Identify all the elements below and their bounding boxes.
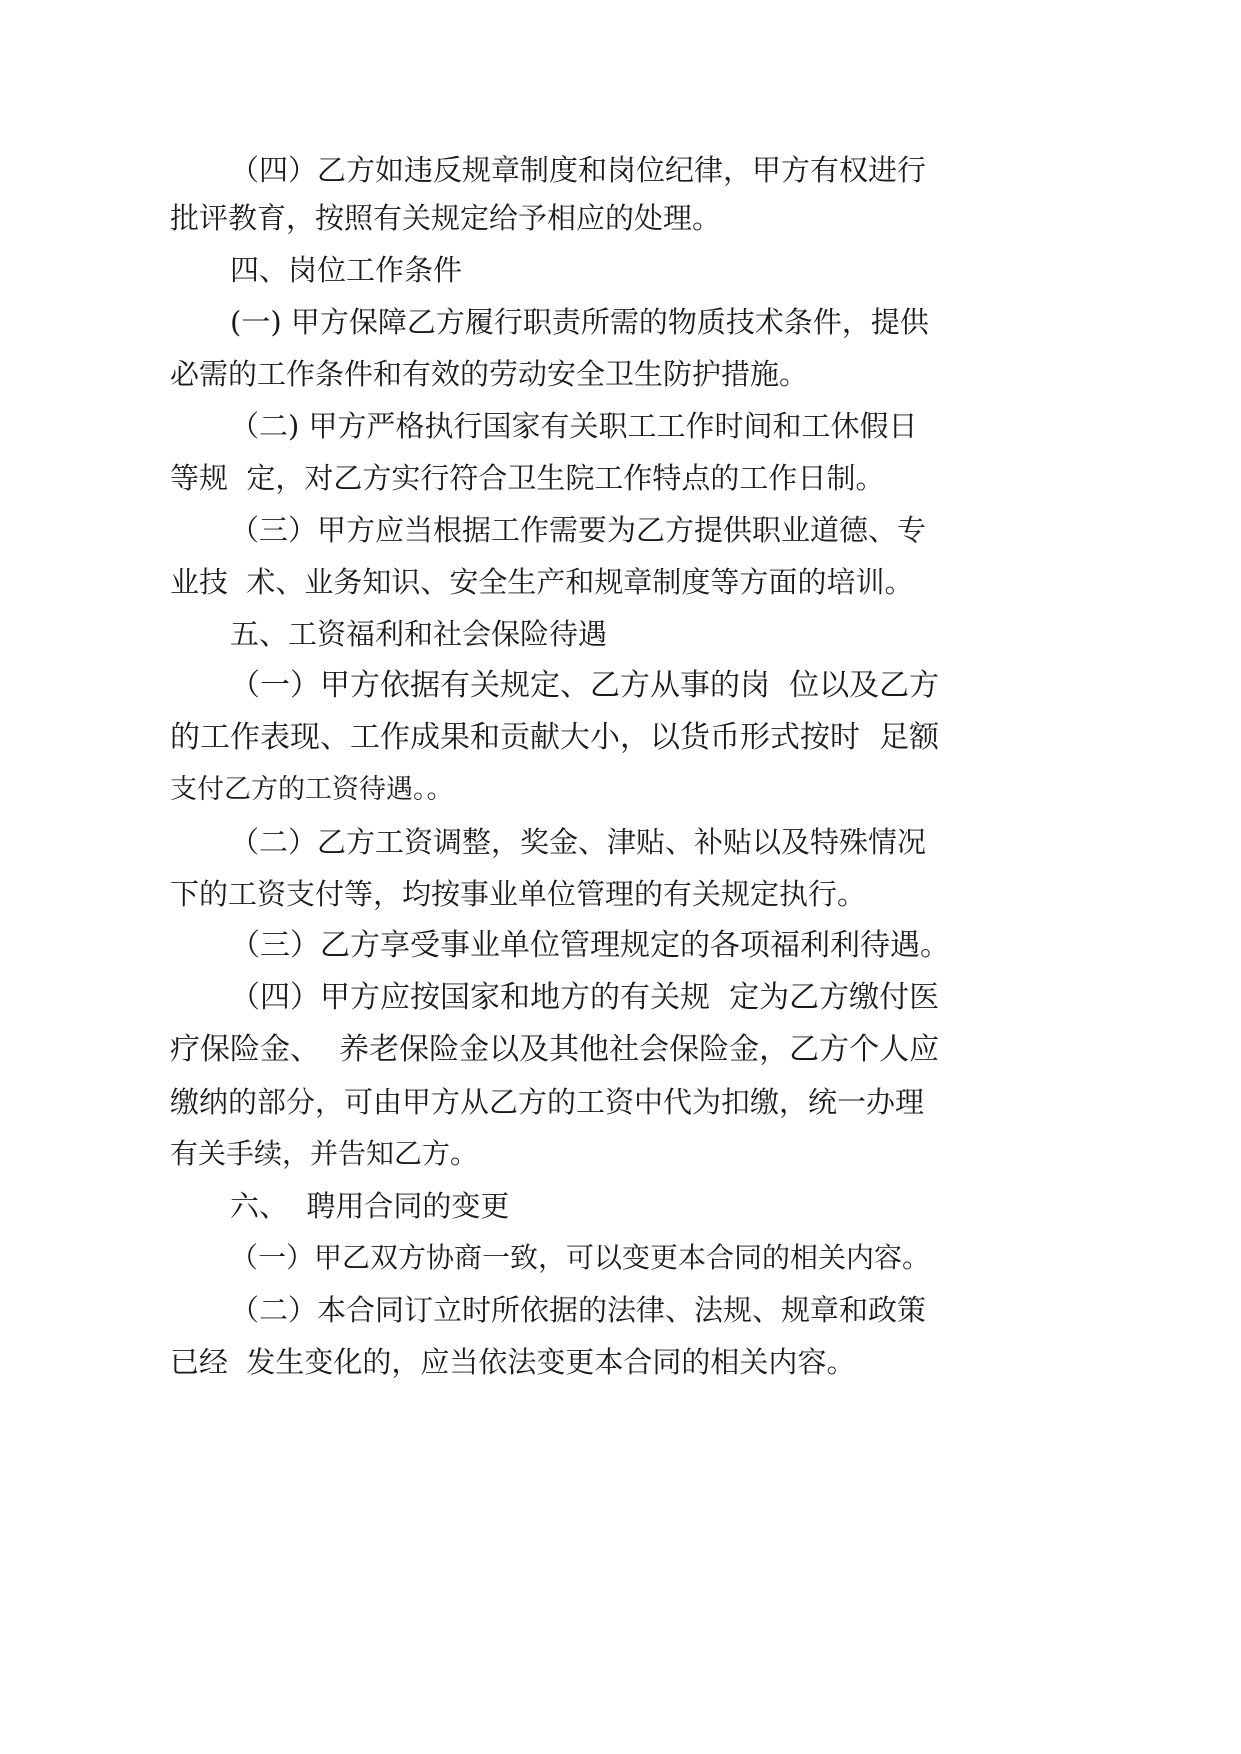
paragraph-line: 缴纳的部分，可由甲方从乙方的工资中代为扣缴，统一办理 — [170, 1085, 925, 1119]
paragraph-line: （二) 甲方严格执行国家有关职工工作时间和工休假日 — [230, 409, 918, 443]
paragraph-line: (一) 甲方保障乙方履行职责所需的物质技术条件，提供 — [230, 305, 929, 339]
paragraph-line: 业技 术、业务知识、安全生产和规章制度等方面的培训。 — [170, 565, 914, 599]
paragraph-line: （二）乙方工资调整，奖金、津贴、补贴以及特殊情况 — [230, 825, 927, 859]
paragraph-line: 已经 发生变化的，应当依法变更本合同的相关内容。 — [170, 1345, 856, 1379]
paragraph-line: 必需的工作条件和有效的劳动安全卫生防护措施。 — [170, 357, 809, 391]
section-heading: 四、岗位工作条件 — [230, 253, 463, 287]
paragraph-line: 批评教育，按照有关规定给予相应的处理。 — [170, 201, 722, 235]
paragraph-line: （二）本合同订立时所依据的法律、法规、规章和政策 — [230, 1293, 927, 1327]
paragraph-line: （四）乙方如违反规章制度和岗位纪律，甲方有权进行 — [230, 153, 927, 187]
paragraph-line: （一）甲方依据有关规定、乙方从事的岗 位以及乙方 — [230, 668, 940, 703]
paragraph-line: （三）乙方享受事业单位管理规定的各项福利利待遇。 — [230, 928, 950, 963]
paragraph-line: （三）甲方应当根据工作需要为乙方提供职业道德、专 — [230, 513, 927, 547]
paragraph-line: 疗保险金、 养老保险金以及其他社会保险金，乙方个人应 — [170, 1032, 940, 1067]
paragraph-line: 有关手续，并告知乙方。 — [170, 1137, 479, 1170]
paragraph-line: 等规 定，对乙方实行符合卫生院工作特点的工作日制。 — [170, 461, 885, 495]
section-heading: 五、工资福利和社会保险待遇 — [230, 617, 608, 651]
section-heading: 六、 聘用合同的变更 — [230, 1189, 510, 1223]
paragraph-line: （一）甲乙双方协商一致，可以变更本合同的相关内容。 — [230, 1241, 931, 1274]
paragraph-line: 支付乙方的工资待遇。。 — [170, 774, 454, 805]
paragraph-line: 的工作表现、工作成果和贡献大小，以货币形式按时 足额 — [170, 720, 940, 755]
paragraph-line: （四）甲方应按国家和地方的有关规 定为乙方缴付医 — [230, 980, 940, 1015]
paragraph-line: 下的工资支付等，均按事业单位管理的有关规定执行。 — [170, 877, 867, 911]
